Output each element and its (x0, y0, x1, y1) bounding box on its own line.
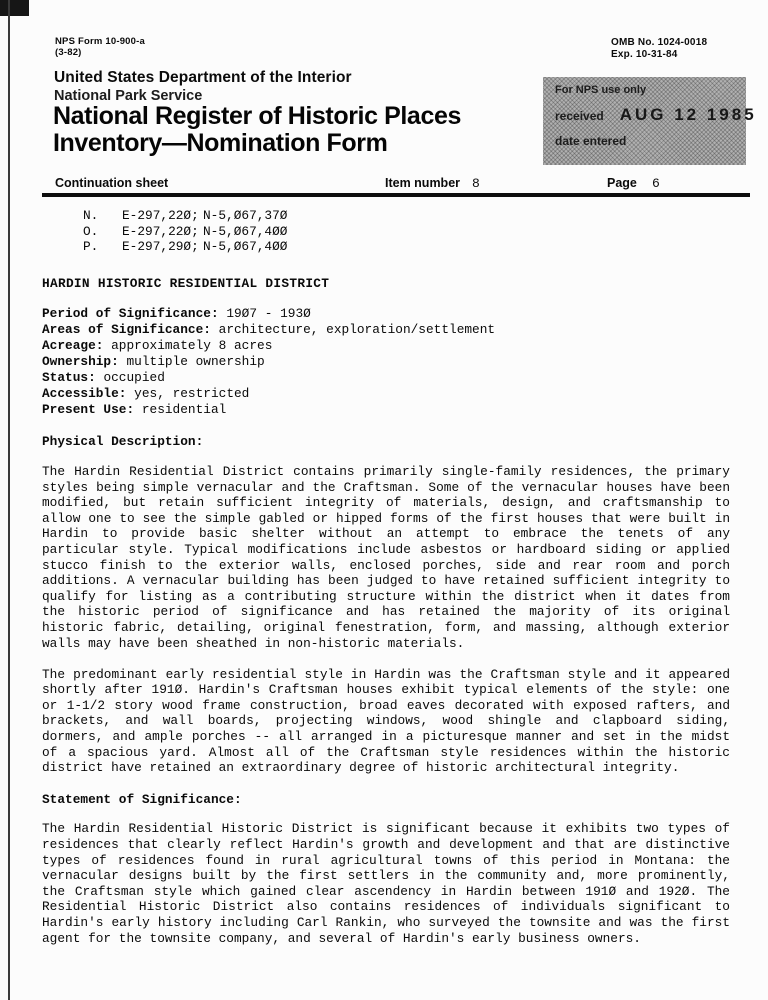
field-value: 19Ø7 - 193Ø (226, 306, 311, 322)
continuation-sheet-label: Continuation sheet (55, 176, 169, 190)
item-number-label: Item number (385, 176, 461, 190)
field-value: yes, restricted (134, 386, 250, 402)
service-name: National Park Service (54, 88, 203, 104)
physical-description-heading: Physical Description: (42, 434, 204, 450)
date-entered-label: date entered (555, 134, 627, 148)
field-value: occupied (103, 370, 165, 386)
received-row (555, 105, 757, 125)
header-divider-rule (42, 193, 750, 197)
item-number-value: 8 (472, 176, 480, 191)
continuation-header-row (42, 176, 750, 192)
form-revision: (3-82) (55, 47, 82, 58)
coordinate-northing: N-5,Ø67,4ØØ (203, 223, 288, 239)
field-label: Status: (42, 370, 96, 386)
field-row-ownership (42, 354, 730, 370)
form-title (53, 103, 461, 157)
page-label: Page (607, 176, 637, 190)
utm-coordinate-row (83, 224, 730, 240)
field-label: Present Use: (42, 402, 135, 418)
coordinate-northing: N-5,Ø67,37Ø (203, 208, 288, 223)
nps-use-stamp-box (543, 77, 757, 165)
physical-description-paragraph-1: The Hardin Residential District contains primarily single-family residences, the primary styles being simple vernacular and the Craftsman. Some of the vernacular houses have been modified, but retain sufficient integrity of materials, design, and craftsmanship to allow one to see the simple gabled or hipped forms of the first houses that were built in Hardin to provide basic shelter without an attempt to embrace the tenets of any particular style. Typical modifications include asbestos or hardboard siding or applied stucco finish to the exterior walls, enclosed porches, side and rear room and porch additions. A vernacular building has been judged to have retained sufficient integrity to qualify for listing as a contributing structure within the district when it dates from the historic period of significance and has retained the majority of its original historic fabric, detailing, original fenestration, form, and massing, although exterior walls may have been sheathed in non-historic materials. (42, 463, 730, 651)
omb-block (611, 37, 707, 61)
utm-coordinate-row (83, 239, 730, 255)
scan-corner-artifact (0, 0, 29, 16)
field-row-accessible (42, 386, 730, 402)
coordinate-northing: N-5,Ø67,4ØØ (203, 239, 288, 255)
field-row-areas (42, 322, 730, 338)
field-value: multiple ownership (126, 354, 265, 370)
utm-coordinate-row (83, 208, 730, 224)
scan-edge-line (8, 0, 10, 1000)
field-row-present-use (42, 402, 730, 418)
form-number-block (55, 36, 145, 58)
field-label: Areas of Significance: (42, 322, 211, 338)
received-label: received (555, 109, 604, 123)
field-value: architecture, exploration/settlement (218, 322, 496, 338)
field-value: residential (141, 402, 227, 418)
department-name: United States Department of the Interior (54, 69, 352, 86)
district-heading: HARDIN HISTORIC RESIDENTIAL DISTRICT (42, 275, 330, 291)
significance-paragraph-1: The Hardin Residential Historic District is significant because it exhibits two types of residences that clearly reflect Hardin's growth and development and that are distinctive types of residences found in rural agricultural towns of this period in Montana: the vernacular designs built by the first settlers in the community and, more prominently, the Craftsman style which gained clear ascendency in Hardin between 191Ø and 192Ø. The Residential Historic District also contains residences of individuals significant to Hardin's early history including Carl Rankin, who surveyed the townsite and was the first agent for the townsite company, and several of Hardin's early business owners. (42, 821, 730, 946)
physical-description-paragraph-2: The predominant early residential style in Hardin was the Craftsman style and it appeared shortly after 191Ø. Hardin's Craftsman houses exhibit typical elements of the style: one or 1-1/2 story wood frame construction, broad eaves decorated with exposed rafters, and brackets, and wall boards, projecting windows, wood shingle and clapboard siding, dormers, and ample porches -- all arranged in a picturesque manner and set in the midst of a spacious yard. Almost all of the Craftsman style residences within the historic district have retained an extraordinary degree of historic architectural integrity. (42, 666, 730, 776)
form-title-line1: National Register of Historic Places (53, 102, 461, 130)
form-title-line2: Inventory—Nomination Form (53, 129, 388, 157)
agency-block (54, 69, 352, 104)
field-row-acreage (42, 338, 730, 354)
significance-fields (42, 306, 730, 418)
form-number: NPS Form 10-900-a (55, 36, 145, 47)
field-label: Ownership: (42, 354, 119, 370)
field-row-period (42, 306, 730, 322)
coordinate-letter: O. (83, 223, 99, 239)
typed-body (42, 206, 730, 946)
page-number-value: 6 (652, 176, 660, 191)
utm-coordinates-list (83, 208, 730, 255)
coordinate-easting: E-297,29Ø; (122, 239, 199, 255)
field-label: Accessible: (42, 386, 127, 402)
statement-of-significance-heading: Statement of Significance: (42, 791, 242, 807)
coordinate-easting: E-297,22Ø; (122, 223, 199, 239)
coordinate-easting: E-297,22Ø; (122, 208, 199, 223)
field-label: Acreage: (42, 338, 104, 354)
coordinate-letter: N. (83, 208, 99, 223)
omb-number: OMB No. 1024-0018 (611, 37, 708, 48)
coordinate-letter: P. (83, 239, 99, 255)
field-label: Period of Significance: (42, 306, 219, 322)
stamp-header: For NPS use only (555, 84, 647, 96)
received-date-stamp: AUG 12 1985 (619, 105, 757, 124)
omb-expiration: Exp. 10-31-84 (611, 49, 678, 60)
field-row-status (42, 370, 730, 386)
field-value: approximately 8 acres (111, 338, 273, 354)
